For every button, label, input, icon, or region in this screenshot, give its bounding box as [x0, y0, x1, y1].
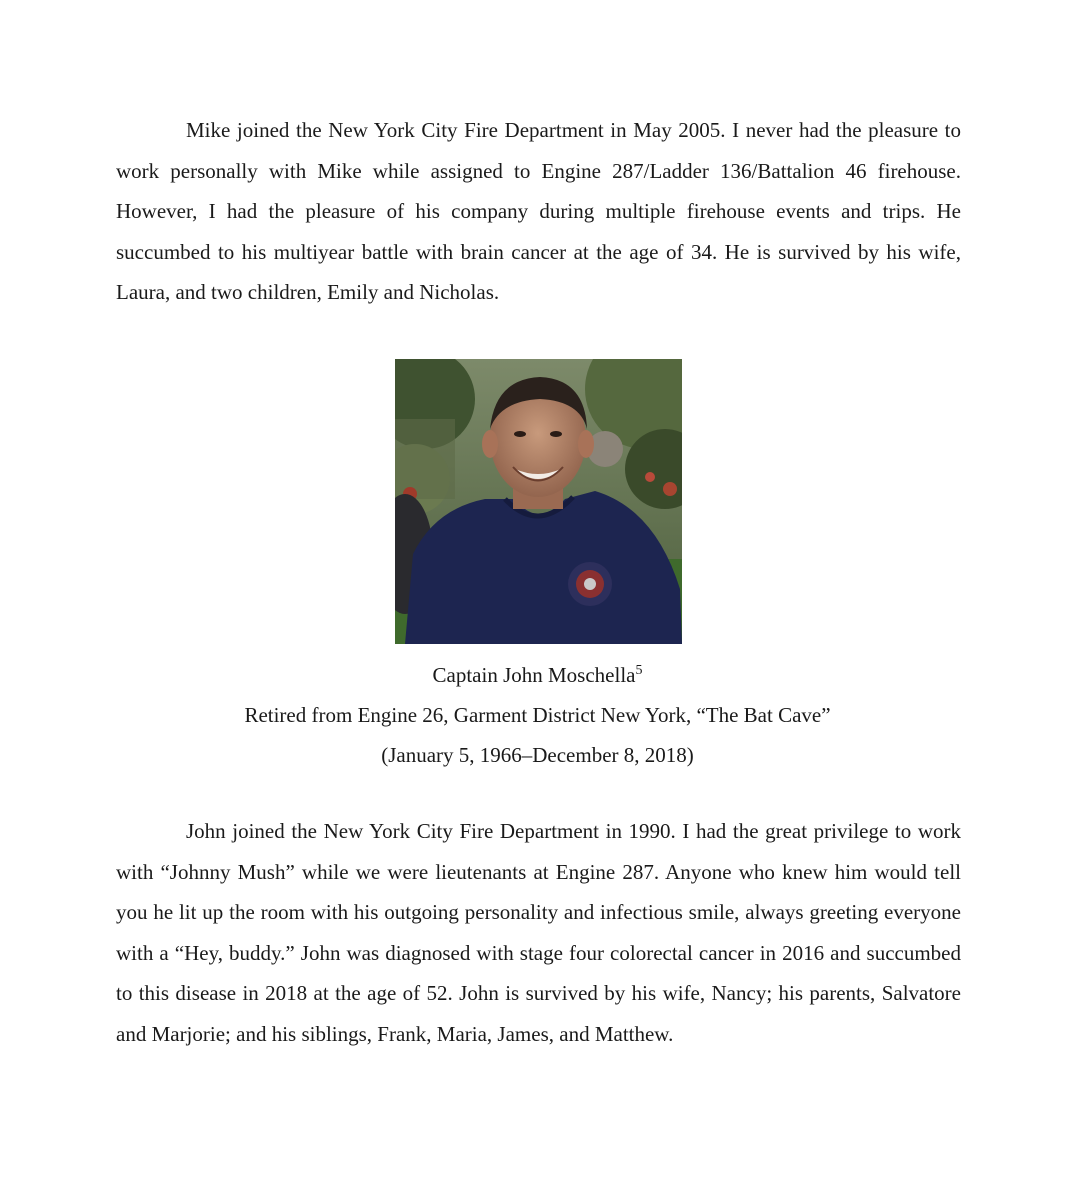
portrait-illustration — [395, 359, 682, 644]
paragraph-john: John joined the New York City Fire Department in 1990. I had the great privilege to work with “Johnny Mush” while we were lieutenants at Engine 287. Anyone who knew him would tell you he lit up the room with his outgoing personality and infectious smile, always greeting everyone with a “Hey, buddy.” John was diagnosed with stage four colorectal cancer in 2016 and succumbed to this disease in 2018 at the age of 52. John is survived by his wife, Nancy; his parents, Salvatore and Marjorie; and his siblings, Frank, Maria, James, and Matthew. — [116, 819, 961, 1046]
paragraph-mike: Mike joined the New York City Fire Department in May 2005. I never had the pleasure to work personally with Mike while assigned to Engine 287/Ladder 136/Battalion 46 firehouse. However, I had the pleasure of his company during multiple firehouse events and trips. He succumbed to his multiyear battle with brain cancer at the age of 34. He is survived by his wife, Laura, and two children, Emily and Nicholas. — [116, 118, 961, 304]
portrait-photo — [395, 359, 682, 644]
caption-name-text: Captain John Moschella — [432, 663, 636, 687]
footnote-marker: 5 — [635, 663, 643, 678]
caption-name — [0, 655, 1075, 695]
caption-dates: (January 5, 1966–December 8, 2018) — [381, 743, 694, 767]
caption-retired: Retired from Engine 26, Garment District New York, “The Bat Cave” — [244, 703, 831, 727]
